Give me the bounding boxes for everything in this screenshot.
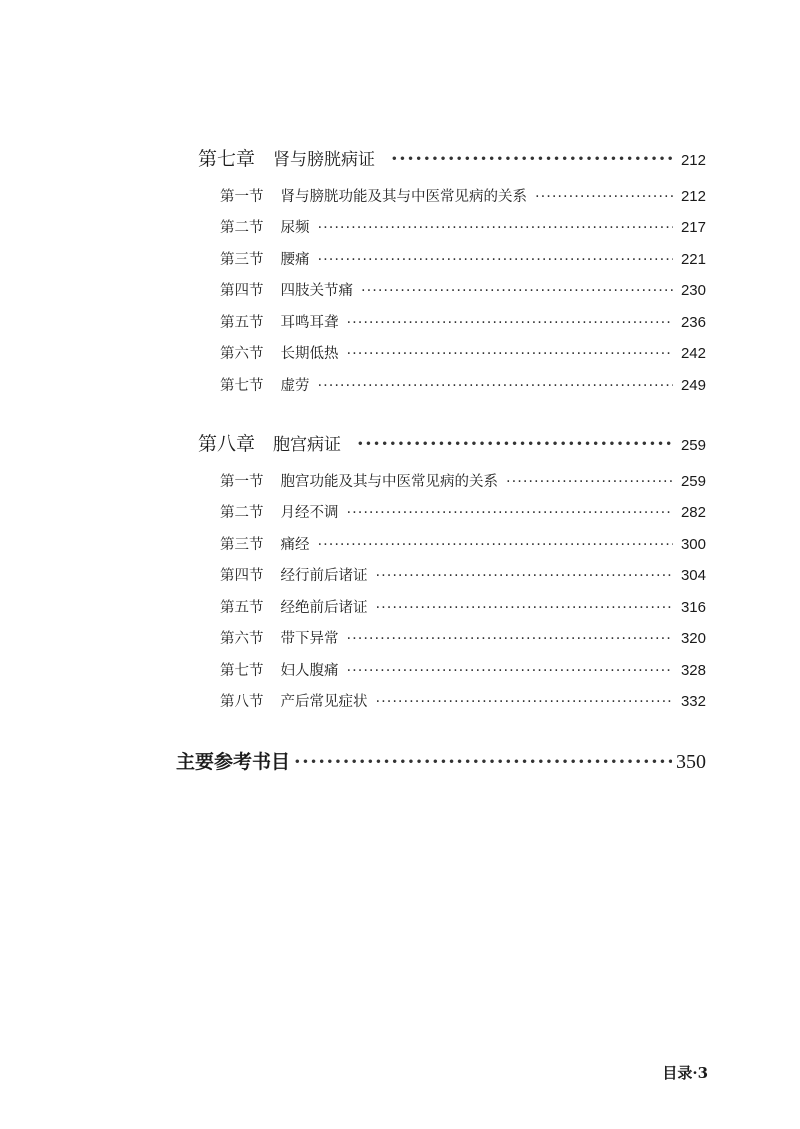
section-number: 第六节: [220, 346, 264, 362]
section-entry[interactable]: [220, 596, 706, 617]
section-number: 第七节: [220, 663, 264, 679]
dot-leader: [347, 346, 673, 362]
dot-leader: [318, 537, 673, 553]
section-entry[interactable]: [220, 470, 706, 491]
section-title: 四肢关节痛: [280, 283, 353, 299]
section-page-number: 304: [680, 567, 706, 584]
section-number: 第三节: [220, 252, 264, 268]
section-page-number: 249: [680, 377, 706, 394]
section-entry[interactable]: [220, 659, 706, 680]
section-entry[interactable]: [220, 501, 706, 522]
section-title: 腰痛: [280, 252, 310, 268]
section-page-number: 328: [680, 662, 706, 679]
section-entry[interactable]: [220, 564, 706, 585]
chapter-title: 胞宫病证: [273, 435, 342, 455]
bibliography-page-number: 350: [676, 751, 706, 773]
section-title: 尿频: [280, 220, 310, 236]
section-page-number: 217: [680, 219, 706, 236]
section-page-number: 332: [680, 693, 706, 710]
dot-leader: [347, 505, 673, 521]
section-page-number: 300: [680, 536, 706, 553]
footer-page-number: 3: [697, 1064, 708, 1082]
dot-leader: [357, 433, 673, 455]
dot-leader: [347, 663, 673, 679]
bibliography-entry[interactable]: [176, 747, 706, 774]
section-entry[interactable]: [220, 311, 706, 332]
dot-leader: [318, 252, 673, 268]
chapter-entry[interactable]: [198, 429, 706, 456]
dot-leader: [376, 600, 673, 616]
section-number: 第四节: [220, 568, 264, 584]
section-number: 第一节: [220, 474, 264, 490]
dot-leader: [318, 220, 673, 236]
footer-label: 目录: [662, 1064, 693, 1082]
section-entry[interactable]: [220, 216, 706, 237]
section-title: 虚劳: [280, 378, 310, 394]
chapter-title: 肾与膀胱病证: [273, 150, 376, 170]
section-entry[interactable]: [220, 342, 706, 363]
chapter-page-number: 259: [680, 437, 706, 454]
dot-leader: [347, 631, 673, 647]
section-page-number: 236: [680, 314, 706, 331]
bibliography-title: 主要参考书目: [176, 751, 291, 773]
chapter-number: 第八章: [198, 433, 256, 455]
section-entry[interactable]: [220, 627, 706, 648]
dot-leader: [391, 148, 673, 170]
section-page-number: 212: [680, 188, 706, 205]
section-title: 痛经: [280, 537, 310, 553]
section-number: 第二节: [220, 220, 264, 236]
section-page-number: 242: [680, 345, 706, 362]
section-title: 带下异常: [280, 631, 339, 647]
section-entry[interactable]: [220, 374, 706, 395]
section-entry[interactable]: [220, 185, 706, 206]
footer-separator: ·: [692, 1064, 698, 1082]
section-number: 第五节: [220, 315, 264, 331]
dot-leader: [347, 315, 673, 331]
chapter-entry[interactable]: [198, 144, 706, 171]
dot-leader: [376, 568, 673, 584]
section-page-number: 320: [680, 630, 706, 647]
section-number: 第四节: [220, 283, 264, 299]
dot-leader: [506, 474, 673, 490]
section-title: 产后常见症状: [280, 694, 368, 710]
section-page-number: 282: [680, 504, 706, 521]
section-entry[interactable]: [220, 533, 706, 554]
section-title: 月经不调: [280, 505, 339, 521]
section-entry[interactable]: [220, 248, 706, 269]
dot-leader: [535, 189, 673, 205]
section-title: 肾与膀胱功能及其与中医常见病的关系: [280, 189, 527, 205]
dot-leader: [294, 751, 672, 773]
section-number: 第八节: [220, 694, 264, 710]
section-title: 耳鸣耳聋: [280, 315, 339, 331]
section-number: 第五节: [220, 600, 264, 616]
section-page-number: 221: [680, 251, 706, 268]
page-footer: [662, 1062, 708, 1083]
chapter-page-number: 212: [680, 152, 706, 169]
section-entry[interactable]: [220, 690, 706, 711]
dot-leader: [318, 378, 673, 394]
section-number: 第七节: [220, 378, 264, 394]
section-number: 第三节: [220, 537, 264, 553]
section-number: 第一节: [220, 189, 264, 205]
section-page-number: 316: [680, 599, 706, 616]
section-number: 第六节: [220, 631, 264, 647]
section-page-number: 259: [680, 473, 706, 490]
section-title: 妇人腹痛: [280, 663, 339, 679]
section-title: 长期低热: [280, 346, 339, 362]
section-title: 胞宫功能及其与中医常见病的关系: [280, 474, 498, 490]
section-page-number: 230: [680, 282, 706, 299]
section-title: 经绝前后诸证: [280, 600, 368, 616]
chapter-number: 第七章: [198, 148, 256, 170]
dot-leader: [361, 283, 673, 299]
section-title: 经行前后诸证: [280, 568, 368, 584]
section-number: 第二节: [220, 505, 264, 521]
section-entry[interactable]: [220, 279, 706, 300]
dot-leader: [376, 694, 673, 710]
